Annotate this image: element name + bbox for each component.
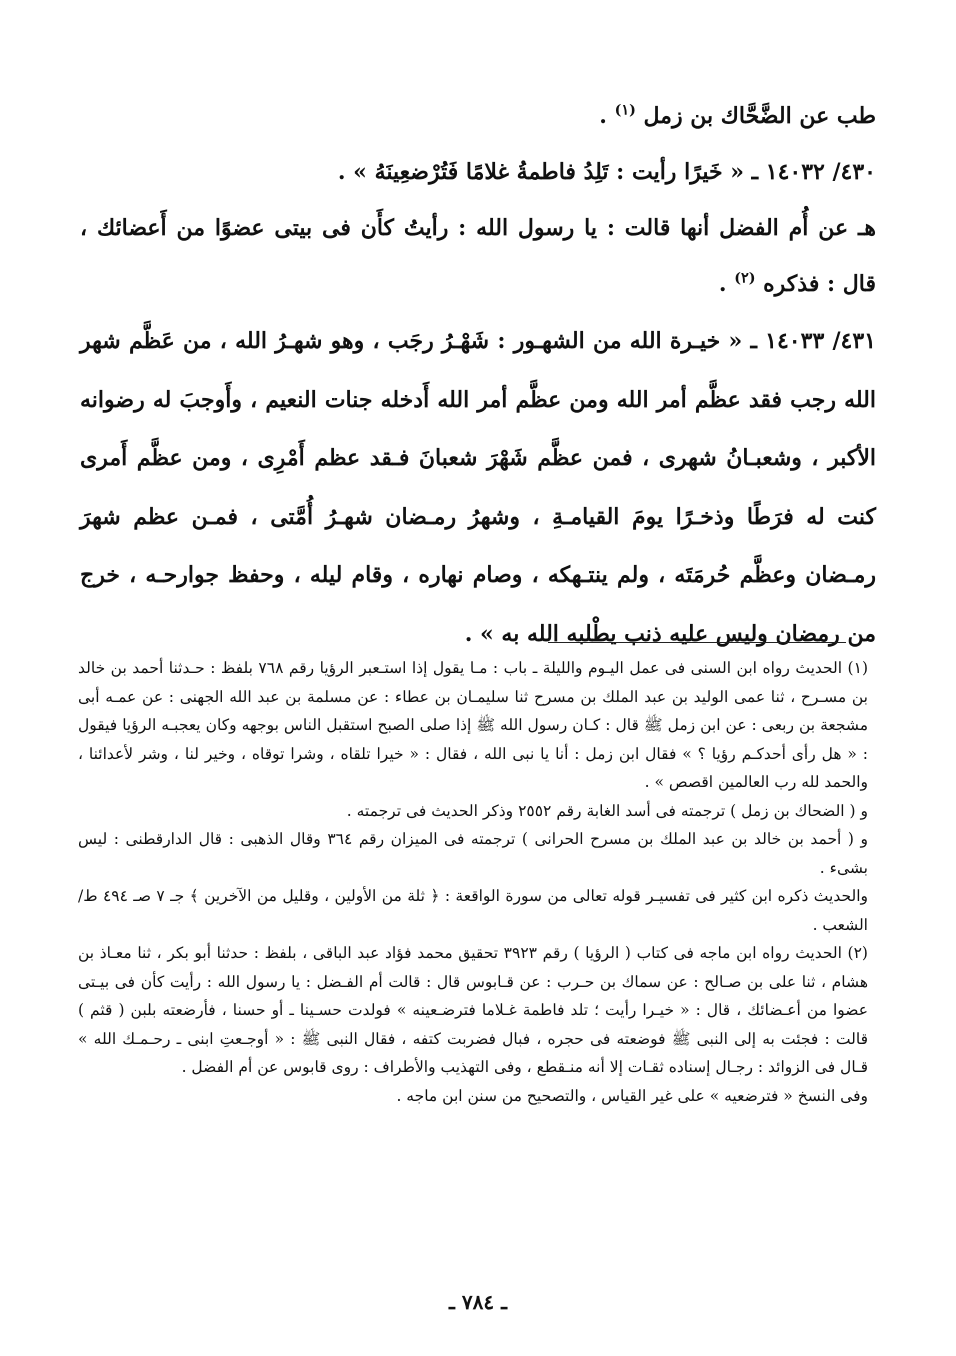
footnote-ref-1: (١) — [614, 102, 636, 119]
footnote-1-note-b: و ( أحمد بن خالد بن عبد الملك بن مسرح الحرانى ) ترجمته فى الميزان رقم ٣٦٤ وقال الذهبى : قال الدارقطنى : ليس بشىء . — [78, 830, 868, 877]
footnote-2: (٢) الحديث رواه ابن ماجه فى كتاب ( الرؤيا ) رقم ٣٩٢٣ تحقيق محمد فؤاد عبد الباقى ، بلفظ : حدثنا أبو بكر ، ثنا معـاذ بن هشام ، ثنا على بن صـالح : عن سماك بن حـرب : عن قـابوس قال : قالت أم الفـضل : يا رسول الله : رأيت كأن فى بيـتى عضوا من أعـضائك ، قال : « خيـرا رأيت ؛ تلد فاطمة غـلاما فترضـعينه » فولدت حسـينا ـ أو حسنا ، فأرضعته بلبن ( قثم ) قالت : فجئت به إلى النبى ﷺ فوضعته فى حجره ، فبال فضربت كتفه ، فقال النبى ﷺ : « أوجـعتِ ابنى ـ رحـمـك الله » قـال فى الزوائد : رجـال إسناده ثقـات إلا أنه منـقطع ، وفى التهذيب والأطراف : روى قابوس عن أم الفضل . — [78, 944, 868, 1076]
hadith-430: ٤٣٠/ ١٤٠٣٢ ـ « خَيرًا رأيت : تَلِدُ فاطمةُ غلامًا فَتُرْضعِينَهُ » . — [337, 159, 876, 185]
hadith-430-source-end: . — [718, 271, 727, 297]
source-end: . — [599, 103, 607, 129]
source-text: طب عن الضَّحَّاك بن زمل — [643, 103, 876, 129]
footnote-ref-2: (٢) — [734, 270, 756, 287]
footnote-1: (١) الحديث رواه ابن السنى فى عمل اليـوم والليلة ـ باب : مـا يقول إذا استـعبر الرؤيا رقم ٧٦٨ بلفظ : حـدثنا أحمد بن خالد بن مسـرح ، ثنا عمى الوليد بن عبد الملك بن مسرح ثنا سليمـان بن عطاء : عن مسلمة بن عبد الله الجهنى : عن عمـه أبى مشجعة بن ربعى : عن ابن زمل ﷺ قال : كـان رسول الله ﷺ إذا صلى الصبح استقبل الناس بوجهه وكان يعجبـه الرؤيا فيقول : « هل رأى أحدكـم رؤيا ؟ » فقال ابن زمل : أنا يا نبى الله ، فقال : « خيرا تلقاه ، وشرا توقاه ، وخير لنا ، وشر لأعدائنا ، والحمد لله رب العالمين اقصص » . — [78, 659, 868, 791]
main-text — [80, 88, 876, 663]
hadith-430-source — [80, 200, 876, 312]
page-number: ـ ٧٨٤ ـ — [449, 1290, 507, 1314]
hadith-430-source-text: هـ عن أُم الفضل أنها قالت : يا رسول الله : رأيتُ كأَن فى بيتى عضوًا من أَعضائك ، قال : فذكره — [80, 215, 876, 297]
source-line — [80, 88, 876, 144]
footnote-1-note-c: والحديث ذكره ابن كثير فى تفسيـر قوله تعالى من سورة الواقعة : ﴿ ثلة من الأولين ، وقليل من الآخرين ﴾ جـ ٧ صـ ٤٩٤ ط/ الشعب . — [78, 887, 868, 934]
hadith-431: ٤٣١/ ١٤٠٣٣ ـ « خيـرة الله من الشهـور : شَهْـرُ رجَب ، وهو شهـرُ الله ، من عَظَّم شهر الله رجب فقد عظَّم أمر الله ومن عظَّم أمر الله أَدخله جنات النعيم ، وأَوجبَ له رضوانه الأكبر ، وشعبـانُ شهرى ، فمن عظَّم شَهْرَ شعبانَ فـقد عظم أَمْرِى ، ومن عظَّم أَمرى كنت له فرَطًا وذخـرًا يومَ القيامـةِ ، وشهرُ رمـضان شهـرُ أُمَّتى ، فمـن عظم شهرَ رمـضان وعظَّم حُرمَتَه ، ولم ينتـهكه ، وصام نهاره ، وقام ليله ، وحفظ جوارحـه ، خرج من رمضان وليس عليه ذنب يطْلبه الله به » . — [80, 328, 876, 647]
footnote-1-note-a: و ( الضحاك بن زمل ) ترجمته فى أسد الغابة رقم ٢٥٥٢ وذكر الحديث فى ترجمته . — [346, 801, 868, 820]
footnote-separator — [548, 642, 846, 643]
footnotes — [78, 654, 868, 1110]
footnote-2-note-a: وفى النسخ « فترضعيه » على غير القياس ، والتصحيح من سنن ابن ماجه . — [396, 1086, 868, 1105]
